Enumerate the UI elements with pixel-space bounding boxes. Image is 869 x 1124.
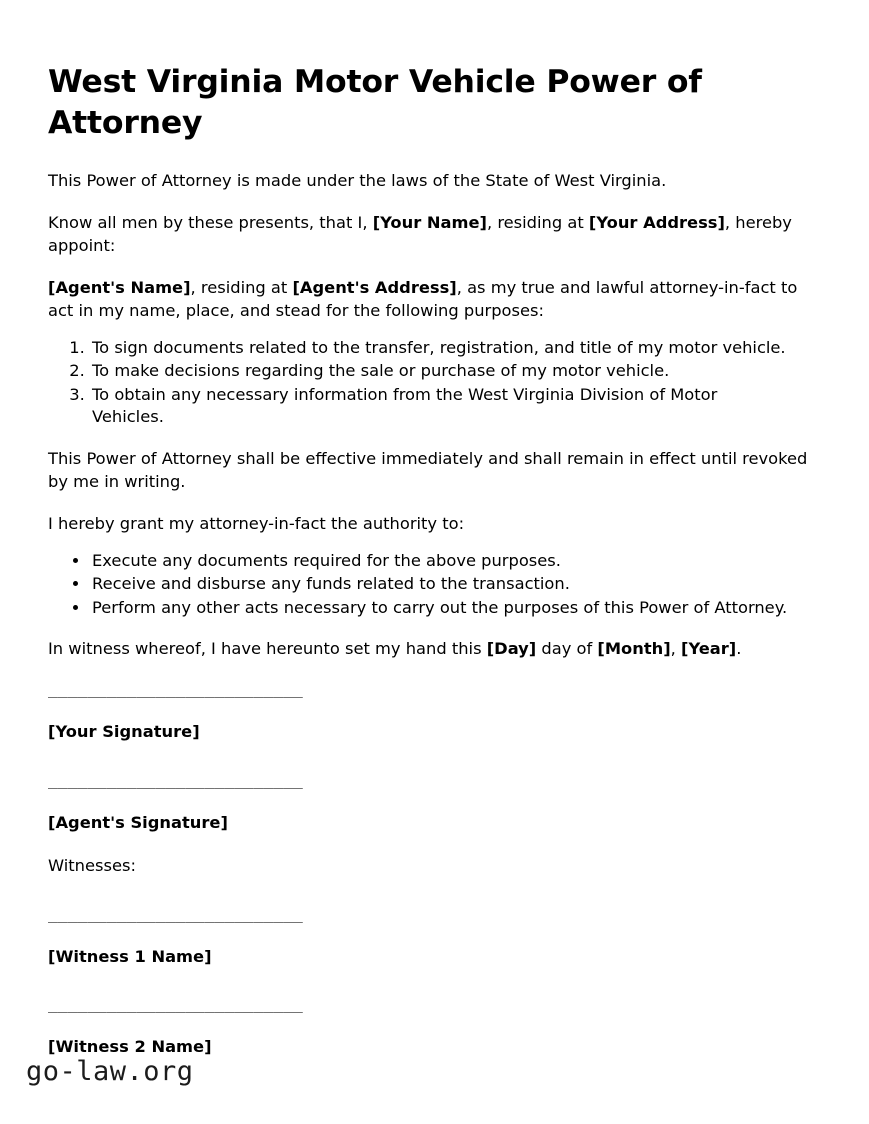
witness-1-label: [Witness 1 Name]	[48, 946, 212, 966]
list-item: 2. To make decisions regarding the sale or purchase of my motor vehicle.	[90, 360, 812, 382]
signature-spacer	[48, 744, 812, 772]
witness-clause-separator: ,	[670, 639, 681, 659]
list-item: • Perform any other acts necessary to carry out the purposes of this Power of Attorney.	[90, 597, 812, 619]
list-item: 1. To sign documents related to the transfer, registration, and title of my motor vehicle.	[90, 337, 812, 359]
witness-1-signature-line: __________________________	[48, 905, 303, 923]
list-item: • Execute any documents required for the above purposes.	[90, 550, 812, 572]
intro-paragraph: This Power of Attorney is made under the laws of the State of West Virginia.	[48, 170, 667, 190]
witness-spacer-one	[48, 878, 812, 906]
authorities-list	[48, 550, 812, 619]
agent-address-placeholder: [Agent's Address]	[292, 277, 457, 297]
witness-clause-lead: In witness whereof, I have hereunto set my hand this	[48, 639, 487, 659]
your-address-placeholder: [Your Address]	[588, 212, 725, 232]
your-signature-line: __________________________	[48, 680, 303, 698]
grantor-paragraph	[48, 212, 812, 258]
agent-name-placeholder: [Agent's Name]	[48, 277, 191, 297]
witness-spacer-two	[48, 968, 812, 996]
agent-signature-label: [Agent's Signature]	[48, 812, 228, 832]
grantor-lead-text: Know all men by these presents, that I,	[48, 212, 368, 232]
grantor-mid-text: , residing at	[486, 212, 589, 232]
witnesses-heading: Witnesses:	[48, 855, 136, 875]
year-placeholder: [Year]	[681, 639, 737, 659]
list-item: 3. To obtain any necessary information from the West Virginia Division of Motor Vehicles.	[90, 384, 752, 429]
list-item: • Receive and disburse any funds related to the transaction.	[90, 573, 812, 595]
your-name-placeholder: [Your Name]	[372, 212, 487, 232]
witness-clause-tail: .	[736, 639, 742, 659]
witness-2-label: [Witness 2 Name]	[48, 1037, 212, 1057]
month-placeholder: [Month]	[597, 639, 671, 659]
witness-clause-mid: day of	[536, 639, 598, 659]
agent-paragraph	[48, 277, 812, 323]
grantor-tail-text: , hereby appoint:	[48, 212, 792, 255]
day-placeholder: [Day]	[486, 639, 537, 659]
your-signature-label: [Your Signature]	[48, 721, 200, 741]
document-body	[48, 62, 812, 1059]
authority-lead-paragraph: I hereby grant my attorney-in-fact the authority to:	[48, 513, 465, 533]
agent-signature-line: __________________________	[48, 771, 303, 789]
effective-paragraph: This Power of Attorney shall be effective immediately and shall remain in effect until revoked by me in writing.	[48, 448, 808, 491]
agent-tail-text: , as my true and lawful attorney-in-fact to act in my name, place, and stead for the following purposes:	[48, 277, 798, 320]
agent-mid-text: , residing at	[190, 277, 293, 297]
page-title: West Virginia Motor Vehicle Power of Attorney	[48, 64, 702, 141]
signature-block	[48, 681, 812, 1059]
witness-clause-paragraph	[48, 638, 812, 661]
footer-watermark: go-law.org	[26, 1056, 194, 1087]
purposes-list	[48, 337, 812, 429]
witness-2-signature-line: __________________________	[48, 996, 303, 1014]
